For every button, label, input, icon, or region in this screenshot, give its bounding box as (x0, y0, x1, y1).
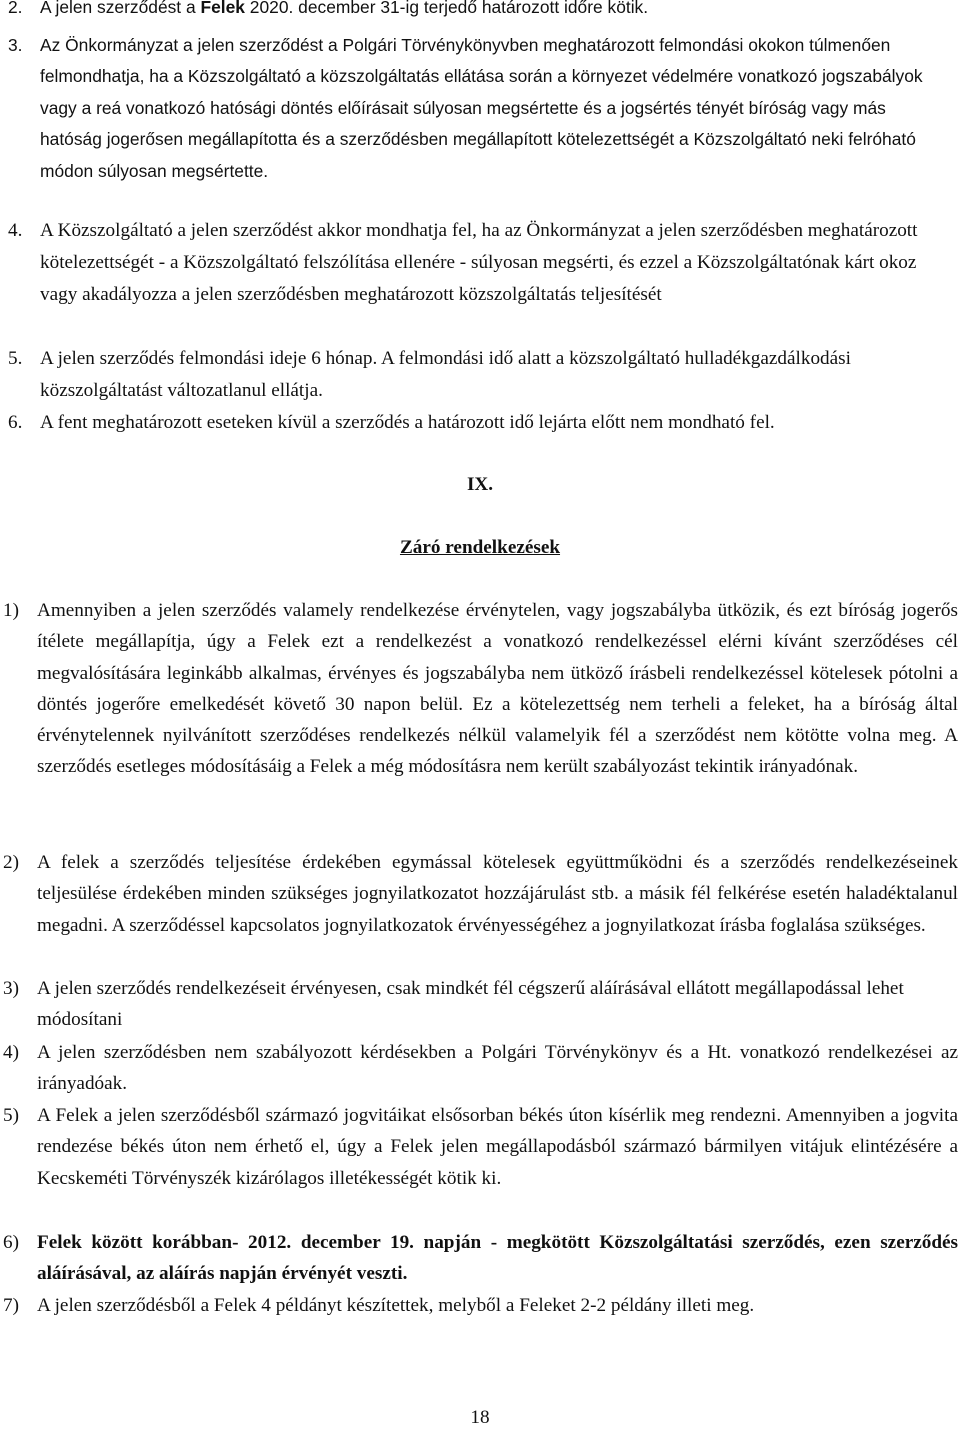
item-number: 4. (8, 220, 23, 241)
section-title: Záró rendelkezések (399, 537, 561, 558)
item-text: A jelen szerződés rendelkezéseit érvényesen, csak mindkét fél cégszerű aláírásával ellátott megállapodással lehet módosítani (37, 978, 904, 1031)
list-item (8, 0, 942, 23)
item-text: A Közszolgáltató a jelen szerződést akkor mondhatja fel, ha az Önkormányzat a jelen szerződésben meghatározott kötelezettségét - a Közszolgáltató felszólítása ellenére - súlyosan megsérti, és ezzel a Közszolgáltatónak kárt okoz vagy akadályozza a jelen szerződésben meghatározott közszolgáltatás teljesítését (40, 220, 918, 306)
item-text: A fent meghatározott eseteken kívül a szerződés a határozott idő lejárta előtt nem mondható fel. (40, 412, 775, 433)
list-item (3, 1100, 958, 1194)
item-text: A felek a szerződés teljesítése érdekében egymással kötelesek együttműködni és a szerződés rendelkezéseinek teljesülése érdekében minden szükséges jognyilatkozatot hozzájárulást stb. a másik fél felkérése esetén haladéktalanul megadni. A szerződéssel kapcsolatos jognyilatkozatok érvényességéhez a jognyilatkozat írásba foglalása szükséges. (37, 852, 958, 936)
list-item (8, 343, 942, 407)
list-item (8, 30, 942, 187)
item-number: 5) (3, 1105, 19, 1126)
list-item (3, 1290, 958, 1321)
list-item (3, 847, 958, 941)
item-number: 5. (8, 348, 23, 369)
item-text: Az Önkormányzat a jelen szerződést a Polgári Törvénykönyvben meghatározott felmondási okokon túlmenően felmondhatja, ha a Közszolgáltató a közszolgáltatás ellátása során a környezet védelmére vonatkozó jogszabályok vagy a reá vonatkozó hatósági döntés előírásait súlyosan megsértette és a jogsértés tényét bíróság vagy más hatóság jogerősen megállapította és a szerződésben megállapított kötelezettségét a Közszolgáltató neki felróható módon súlyosan megsértette. (40, 35, 923, 181)
item-text: Felek között korábban- 2012. december 19. napján - megkötött Közszolgáltatási szerződés, ezen szerződés aláírásával, az aláírás napján érvényét veszti. (37, 1232, 958, 1285)
item-number: 2. (8, 0, 23, 17)
item-text: A jelen szerződésből a Felek 4 példányt készítettek, melyből a Feleket 2-2 példány illeti meg. (37, 1295, 755, 1316)
item-text: A jelen szerződést a Felek 2020. december 31-ig terjedő határozott időre kötik. (40, 0, 649, 17)
item-number: 3. (8, 35, 23, 55)
item-number: 1) (3, 600, 19, 621)
list-item (8, 215, 942, 312)
item-text: A jelen szerződésben nem szabályozott kérdésekben a Polgári Törvénykönyv és a Ht. vonatkozó rendelkezései az irányadóak. (37, 1042, 958, 1095)
item-number: 3) (3, 978, 19, 999)
item-number: 2) (3, 852, 19, 873)
item-number: 6. (8, 412, 23, 433)
item-number: 7) (3, 1295, 19, 1316)
list-item (8, 407, 942, 439)
page-number: 18 (470, 1407, 490, 1428)
list-item (3, 1227, 958, 1290)
item-number: 4) (3, 1042, 19, 1063)
list-item (3, 973, 958, 1036)
item-number: 6) (3, 1232, 19, 1253)
item-text: Amennyiben a jelen szerződés valamely rendelkezése érvénytelen, vagy jogszabályba ütközik, és ezt bíróság jogerős ítélete megállapítja, úgy a Felek ezt a rendelkezést a vonatkozó rendelkezéssel elérni kívánt szerződéses cél megvalósítására leginkább alkalmas, érvényes és jogszabályba nem ütköző írásbeli rendelkezéssel kötelesek pótolni a döntés jogerőre emelkedését követő 30 napon belül. Ez a kötelezettség nem terheli a feleket, ha a bíróság által érvénytelennek nyilvánított szerződéses rendelkezés nélkül valamelyik fél a szerződést nem kötötte volna meg. A szerződés esetleges módosításáig a Felek a még módosításra nem került szabályozást tekintik irányadónak. (37, 600, 958, 778)
item-text: A Felek a jelen szerződésből származó jogvitáikat elsősorban békés úton kísérlik meg rendezni. Amennyiben a jogvita rendezése békés úton nem érhető el, úgy a Felek jelen megállapodásból származó bármilyen vitájuk elintézésére a Kecskeméti Törvényszék kizárólagos illetékességét kötik ki. (37, 1105, 958, 1189)
item-text: A jelen szerződés felmondási ideje 6 hónap. A felmondási idő alatt a közszolgáltató hulladékgazdálkodási közszolgáltatást változatlanul ellátja. (40, 348, 851, 402)
list-item (3, 595, 958, 783)
list-item (3, 1037, 958, 1100)
section-number: IX. (466, 474, 494, 495)
